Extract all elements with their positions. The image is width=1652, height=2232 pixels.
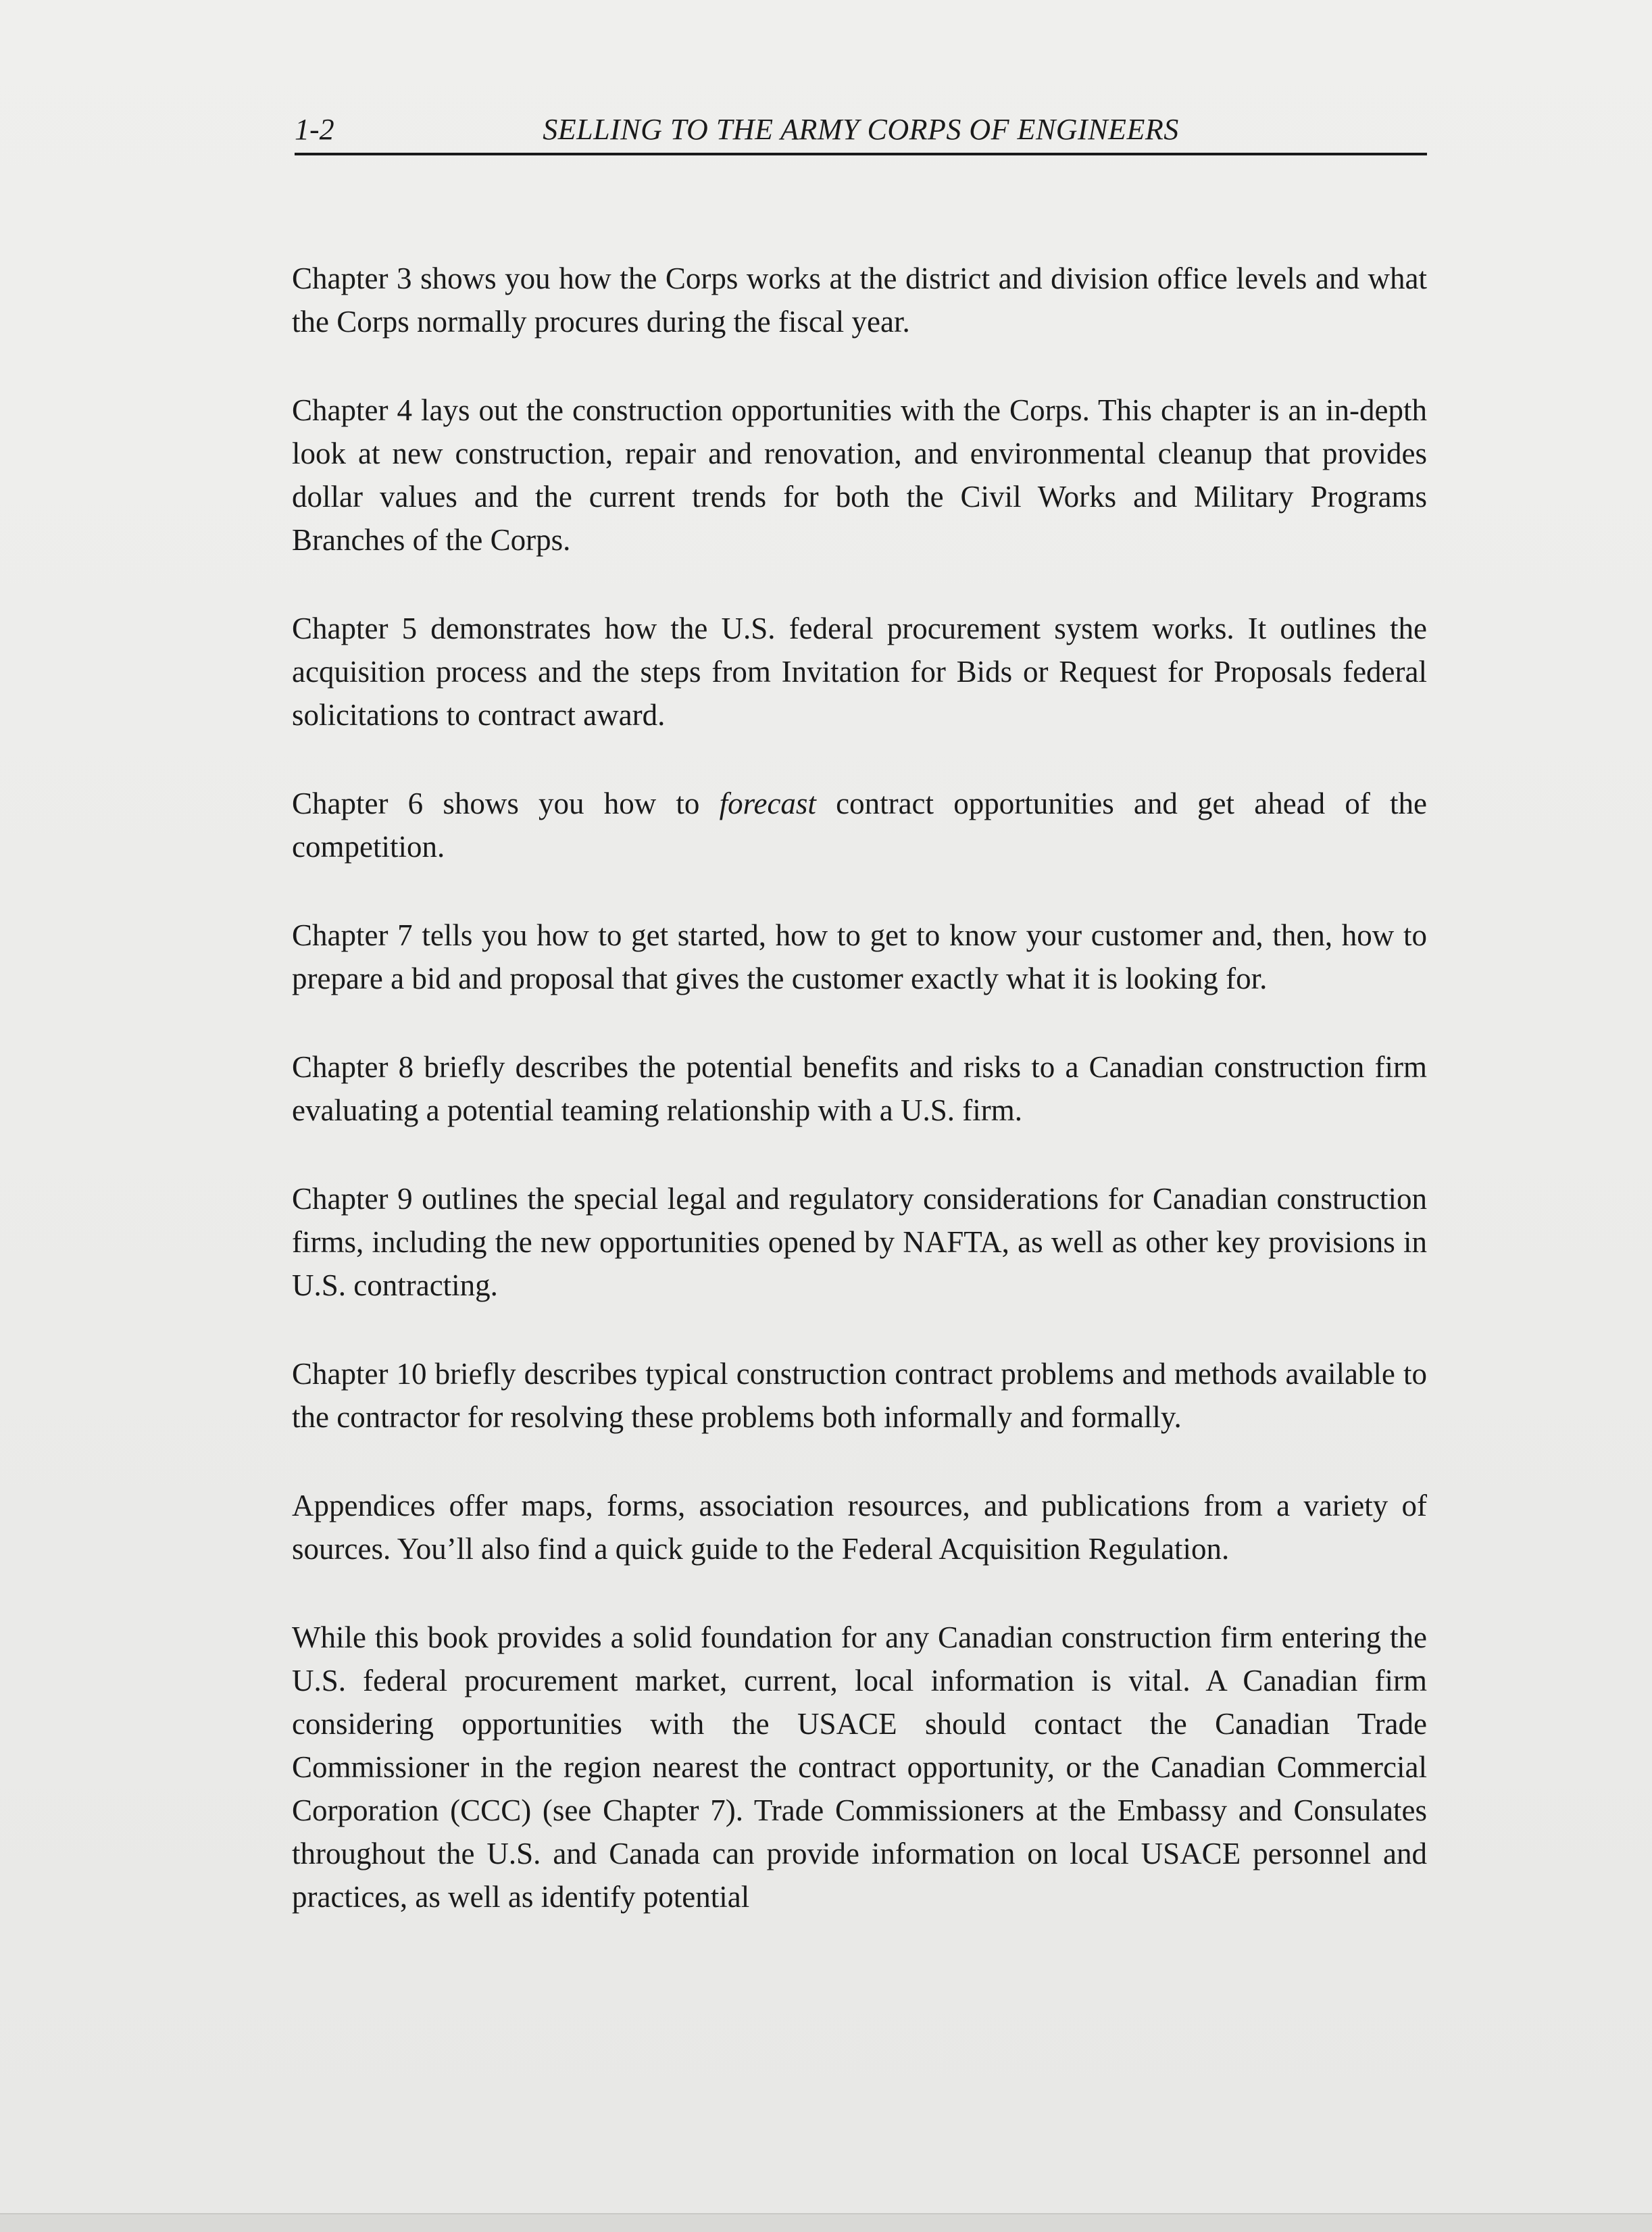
- paragraph-closing: While this book provides a solid foundation for any Canadian construction firm entering the U.S. federal procurement market, current, local information is vital. A Canadian firm considering opportunities with the USACE should contact the Canadian Trade Commissioner in the region nearest the contract opportunity, or the Canadian Commercial Corporation (CCC) (see Chapter 7). Trade Commissioners at the Embassy and Consulates throughout the U.S. and Canada can provide information on local USACE personnel and practices, as well as identify potential: [292, 1620, 1427, 1914]
- paragraph-appendices: Appendices offer maps, forms, association resources, and publications from a variety of sources. You’ll also find a quick guide to the Federal Acquisition Regulation.: [292, 1489, 1427, 1566]
- paragraph-chapter-6-tail: contract opportunities and get ahead of the competition.: [292, 787, 1427, 864]
- body-text: [292, 257, 1427, 1964]
- paragraph-chapter-3: Chapter 3 shows you how the Corps works at the district and division office levels and what the Corps normally procures during the fiscal year.: [292, 262, 1427, 339]
- paragraph-chapter-8: Chapter 8 briefly describes the potential benefits and risks to a Canadian construction firm evaluating a potential teaming relationship with a U.S. firm.: [292, 1050, 1427, 1127]
- paragraph-chapter-6-lead: Chapter 6 shows you how to: [292, 787, 720, 820]
- page-number: 1-2: [295, 113, 334, 146]
- paragraph-chapter-7: Chapter 7 tells you how to get started, how to get to know your customer and, then, how to prepare a bid and proposal that gives the customer exactly what it is looking for.: [292, 918, 1427, 995]
- paragraph-chapter-5: Chapter 5 demonstrates how the U.S. federal procurement system works. It outlines the acquisition process and the steps from Invitation for Bids or Request for Proposals federal solicitations to contract award.: [292, 612, 1427, 732]
- page-bottom-edge: [0, 2213, 1652, 2232]
- paragraph-chapter-6: [292, 782, 1427, 868]
- page-header: [295, 107, 1427, 155]
- paragraph-chapter-10: Chapter 10 briefly describes typical construction contract problems and methods available to the contractor for resolving these problems both informally and formally.: [292, 1357, 1427, 1434]
- paragraph-chapter-6-emphasis: forecast: [719, 787, 816, 820]
- paragraph-chapter-9: Chapter 9 outlines the special legal and regulatory considerations for Canadian construction firms, including the new opportunities opened by NAFTA, as well as other key provisions in U.S. contracting.: [292, 1182, 1427, 1302]
- paragraph-chapter-4: Chapter 4 lays out the construction opportunities with the Corps. This chapter is an in-depth look at new construction, repair and renovation, and environmental cleanup that provides dollar values and the current trends for both the Civil Works and Military Programs Branches of the Corps.: [292, 393, 1427, 557]
- running-title: SELLING TO THE ARMY CORPS OF ENGINEERS: [543, 113, 1179, 146]
